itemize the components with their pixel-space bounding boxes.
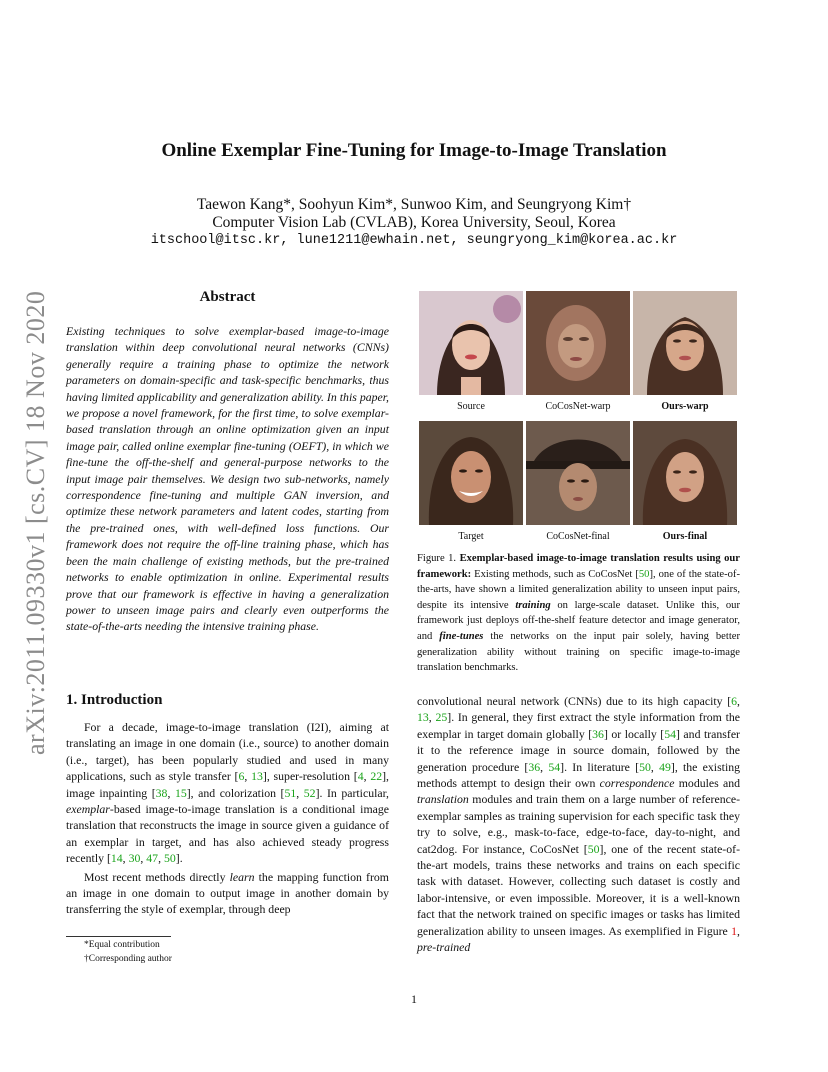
- citation-link[interactable]: 25: [435, 710, 448, 725]
- citation-link[interactable]: 6: [238, 769, 245, 784]
- cocosnet-warp-image: [526, 291, 630, 395]
- citation-link[interactable]: 36: [592, 726, 604, 741]
- citation-link[interactable]: 22: [370, 769, 383, 784]
- intro-paragraph-1: For a decade, image-to-image translation (I2I), aiming at translating an image in one domain (i.e., source) to another domain (i.e., target), has been popularly studied and used in many applications, such as style transfer [6, 13], super-resolution [4, 22], image inpainting [38, 15], and colorization [51, 52]. In particular, exemplar-based image-to-image translation is a conditional image translation that reconstructs the image in source given a guidance of an exemplar in target, and has also achieved steady progress recently [14, 30, 47, 50].: [66, 720, 390, 866]
- label-ours-warp: Ours-warp: [661, 401, 709, 412]
- ours-final-image: [633, 421, 737, 525]
- source-image: [419, 291, 523, 395]
- label-cocosnet-warp: CoCosNet-warp: [545, 401, 611, 412]
- figure-ref-link[interactable]: 1: [731, 923, 738, 938]
- intro-paragraph-3: convolutional neural network (CNNs) due to its high capacity [6, 13, 25]. In general, they first extract the style information from the exemplar in target domain globally [36] or locally [54] and transfer it to the reference image in source domain, followed by the generation procedure [36, 54]. In literature [50, 49], the existing methods attempt to design their own correspondence modules and translation modules and train them on a large number of reference-exemplar samples as training supervision for each specific task they try to solve, e.g., mask-to-face, edge-to-face, day-to-night, and cat2dog. For instance, CoCosNet [50], one of the recent state-of-the-art models, trains these networks and trains on each specific task with dataset. However, collecting such dataset is costly and labor-intensive, or even impossible. Moreover, it is a well-known fact that the network trained on specific images or tasks has limited generalization ability to unseen images. As exemplified in Figure 1, pre-trained: [417, 694, 741, 955]
- label-target: Target: [458, 531, 484, 542]
- affiliation: Computer Vision Lab (CVLAB), Korea University, Seoul, Korea: [212, 214, 616, 231]
- author-list: Taewon Kang*, Soohyun Kim*, Sunwoo Kim, and Seungryong Kim†: [196, 196, 632, 213]
- footnote-corresponding-author: †Corresponding author: [84, 954, 172, 964]
- citation-link[interactable]: 49: [659, 759, 671, 774]
- figure-1-caption: Figure 1. Exemplar-based image-to-image translation results using our framework: Existing methods, such as CoCosNet [50], one of the state-of-the-arts, have shown a limited generalization ability to unseen input pairs, despite its intensive training on large-scale dataset. Unlike this, our framework just deploys off-the-shelf feature detector and image generator, and fine-tunes the networks on the input pair solely, having better generalization ability without training on specific image-to-image translation benchmarks.: [417, 553, 741, 674]
- label-cocosnet-final: CoCosNet-final: [546, 531, 610, 542]
- page-number: 1: [411, 992, 417, 1006]
- ours-warp-image: [633, 291, 737, 395]
- abstract-text: Existing techniques to solve exemplar-based image-to-image translation within deep convolutional neural networks (CNNs) generally require a training phase to optimize the network parameters on domain-specific and task-specific benchmarks, thus having limited applicability and generalization ability. In this paper, we propose a novel framework, for the first time, to solve exemplar-based translation through an online optimization given an input image pair, called online exemplar fine-tuning (OEFT), in which we fine-tune the off-the-shelf and general-purpose networks to the input image pair themselves. We design two sub-networks, namely correspondence fine-tuning and multiple GAN inversion, and optimize these network parameters and latent codes, starting from the pre-trained ones, with well-defined loss functions. Our framework does not require the off-line training phase, which has been the main challenge of existing methods, but the pre-trained networks to enable optimization in online. Experimental results prove that our framework is effective in having a generalization power to unseen image pairs and clearly even outperforms the state-of-the-arts needing the intensive training phase.: [66, 324, 389, 634]
- footnote-rule: [66, 936, 171, 937]
- citation-link[interactable]: 6: [731, 694, 738, 708]
- citation-link[interactable]: 36: [528, 759, 541, 774]
- footnote-equal-contribution: *Equal contribution: [84, 940, 160, 950]
- citation-link[interactable]: 13: [251, 769, 263, 784]
- label-source: Source: [457, 401, 485, 412]
- citation-link[interactable]: 13: [417, 710, 429, 725]
- section-heading-introduction: 1. Introduction: [66, 692, 163, 708]
- citation-link[interactable]: 50: [587, 841, 600, 856]
- citation-link[interactable]: 38: [155, 785, 168, 800]
- intro-column-left: [66, 719, 389, 918]
- citation-link[interactable]: 54: [548, 759, 561, 774]
- citation-link[interactable]: 4: [357, 769, 364, 784]
- citation-link[interactable]: 47: [146, 851, 159, 866]
- citation-link[interactable]: 51: [284, 785, 297, 800]
- cocosnet-final-image: [526, 421, 630, 525]
- citation-link[interactable]: 15: [174, 785, 187, 800]
- citation-link[interactable]: 54: [664, 726, 677, 741]
- citation-link[interactable]: 50: [639, 759, 651, 774]
- paper-title: Online Exemplar Fine-Tuning for Image-to-Image Translation: [161, 140, 667, 161]
- arxiv-id: arXiv:2011.09330v1 [cs.CV] 18 Nov 2020: [21, 290, 50, 755]
- citation-link[interactable]: 52: [303, 785, 316, 800]
- author-emails: itschool@itsc.kr, lune1211@ewhain.net, seungryong_kim@korea.ac.kr: [150, 233, 678, 248]
- target-image: [419, 421, 523, 525]
- citation-link[interactable]: 30: [128, 851, 141, 866]
- arxiv-stamp: [21, 280, 51, 755]
- intro-paragraph-2: Most recent methods directly learn the mapping function from an image in one domain to output image in another domain by transferring the style of exemplar, through deep: [66, 869, 389, 917]
- intro-column-right: [417, 693, 740, 956]
- label-ours-final: Ours-final: [662, 531, 708, 542]
- abstract-heading: Abstract: [199, 289, 256, 305]
- citation-link[interactable]: 50: [638, 568, 650, 580]
- citation-link[interactable]: 14: [110, 851, 123, 866]
- citation-link[interactable]: 50: [163, 851, 176, 866]
